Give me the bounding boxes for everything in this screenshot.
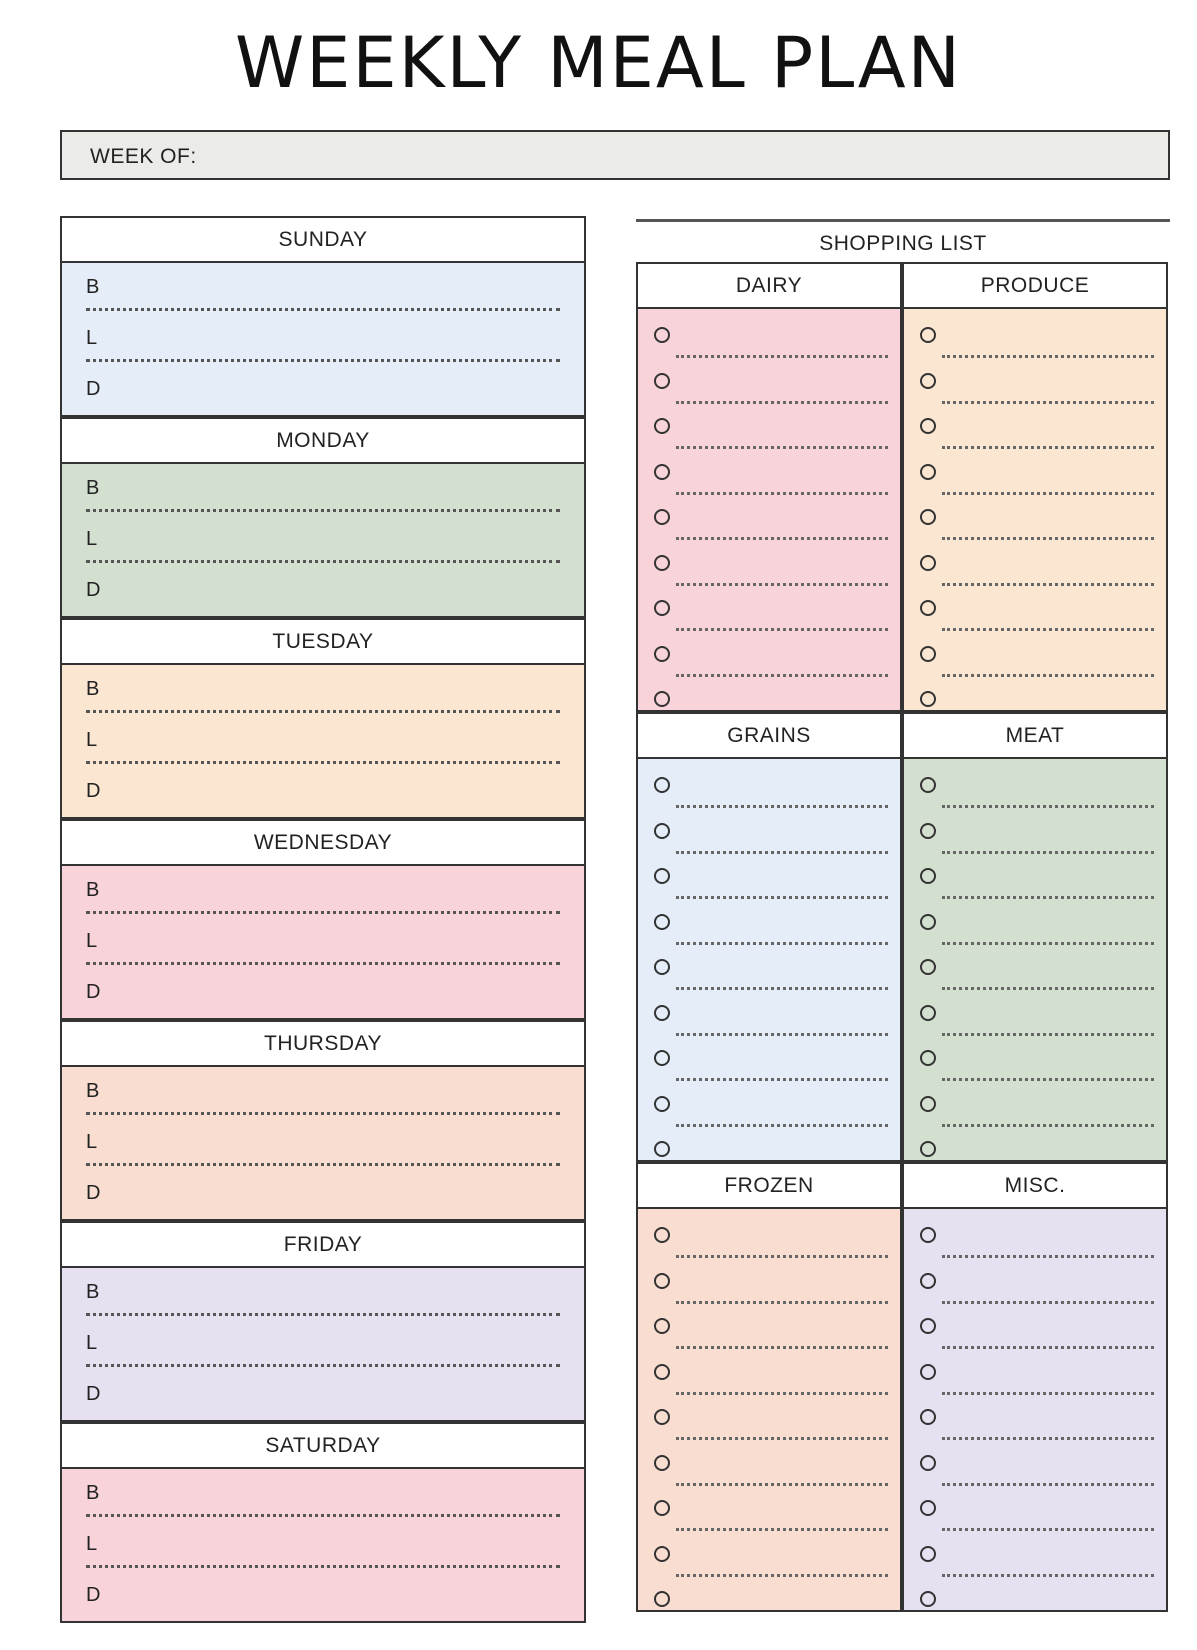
category-items	[902, 307, 1168, 712]
shopping-item	[920, 594, 1154, 640]
category-block	[902, 262, 1168, 712]
shopping-item	[654, 1540, 888, 1586]
checkbox-circle-icon[interactable]	[654, 1318, 670, 1334]
dotted-write-line[interactable]	[942, 446, 1154, 449]
day-block	[60, 1422, 586, 1623]
lunch-label: L	[86, 729, 98, 751]
dotted-write-line[interactable]	[676, 401, 888, 404]
shopping-item	[920, 549, 1154, 595]
dotted-write-line[interactable]	[942, 1033, 1154, 1036]
dotted-write-line[interactable]	[942, 896, 1154, 899]
dinner-label: D	[86, 780, 101, 802]
checkbox-circle-icon[interactable]	[920, 1096, 936, 1112]
dotted-write-line[interactable]	[942, 851, 1154, 854]
page-title: WEEKLY MEAL PLAN	[234, 22, 963, 104]
dinner-label: D	[86, 579, 101, 601]
checkbox-circle-icon[interactable]	[654, 959, 670, 975]
week-of-field[interactable]	[60, 130, 1170, 180]
category-items	[636, 757, 902, 1162]
checkbox-circle-icon[interactable]	[654, 914, 670, 930]
dotted-write-line[interactable]	[676, 1528, 888, 1531]
checkbox-circle-icon[interactable]	[654, 1500, 670, 1516]
category-items	[902, 757, 1168, 1162]
breakfast-label: B	[86, 477, 100, 499]
dotted-write-line[interactable]	[676, 628, 888, 631]
checkbox-circle-icon[interactable]	[654, 691, 670, 707]
dotted-write-line[interactable]	[942, 628, 1154, 631]
shopping-item	[654, 999, 888, 1045]
dotted-write-line[interactable]	[676, 942, 888, 945]
shopping-item	[654, 1044, 888, 1090]
category-header: PRODUCE	[902, 262, 1168, 307]
checkbox-circle-icon[interactable]	[920, 509, 936, 525]
checkbox-circle-icon[interactable]	[654, 600, 670, 616]
shopping-item	[654, 1449, 888, 1495]
dotted-write-line[interactable]	[942, 583, 1154, 586]
dotted-write-line[interactable]	[676, 583, 888, 586]
dotted-write-line[interactable]	[676, 446, 888, 449]
dotted-write-line[interactable]	[942, 1574, 1154, 1577]
shopping-item	[654, 1403, 888, 1449]
shopping-item	[654, 412, 888, 458]
dotted-write-line[interactable]	[86, 1163, 560, 1166]
shopping-item	[654, 503, 888, 549]
checkbox-circle-icon[interactable]	[920, 600, 936, 616]
day-block	[60, 1221, 586, 1422]
dotted-write-line[interactable]	[86, 911, 560, 914]
category-block	[902, 712, 1168, 1162]
checkbox-circle-icon[interactable]	[920, 1141, 936, 1157]
shopping-item	[920, 1403, 1154, 1449]
checkbox-circle-icon[interactable]	[920, 1318, 936, 1334]
breakfast-label: B	[86, 678, 100, 700]
shopping-item	[920, 1494, 1154, 1540]
dotted-write-line[interactable]	[676, 1078, 888, 1081]
shopping-item	[920, 953, 1154, 999]
shopping-list-rule	[636, 219, 1170, 222]
lunch-label: L	[86, 930, 98, 952]
checkbox-circle-icon[interactable]	[920, 464, 936, 480]
lunch-label: L	[86, 528, 98, 550]
dotted-write-line[interactable]	[86, 1514, 560, 1517]
dotted-write-line[interactable]	[942, 987, 1154, 990]
week-of-label: WEEK OF:	[90, 145, 197, 168]
day-block	[60, 417, 586, 618]
dotted-write-line[interactable]	[676, 1574, 888, 1577]
dinner-label: D	[86, 1182, 101, 1204]
checkbox-circle-icon[interactable]	[654, 464, 670, 480]
shopping-item	[920, 1044, 1154, 1090]
shopping-item	[654, 594, 888, 640]
day-block	[60, 819, 586, 1020]
category-header: GRAINS	[636, 712, 902, 757]
checkbox-circle-icon[interactable]	[920, 327, 936, 343]
checkbox-circle-icon[interactable]	[654, 1227, 670, 1243]
day-header: TUESDAY	[60, 618, 586, 663]
dotted-write-line[interactable]	[942, 1124, 1154, 1127]
day-header: MONDAY	[60, 417, 586, 462]
checkbox-circle-icon[interactable]	[920, 868, 936, 884]
shopping-item	[920, 817, 1154, 863]
breakfast-label: B	[86, 1281, 100, 1303]
dotted-write-line[interactable]	[942, 401, 1154, 404]
breakfast-label: B	[86, 1080, 100, 1102]
shopping-item	[654, 640, 888, 686]
dotted-write-line[interactable]	[676, 537, 888, 540]
checkbox-circle-icon[interactable]	[654, 823, 670, 839]
dotted-write-line[interactable]	[86, 1112, 560, 1115]
checkbox-circle-icon[interactable]	[654, 1273, 670, 1289]
dotted-write-line[interactable]	[942, 1301, 1154, 1304]
checkbox-circle-icon[interactable]	[654, 868, 670, 884]
day-meal-area[interactable]	[60, 1467, 586, 1623]
dotted-write-line[interactable]	[86, 509, 560, 512]
checkbox-circle-icon[interactable]	[920, 1546, 936, 1562]
checkbox-circle-icon[interactable]	[920, 823, 936, 839]
shopping-item	[654, 862, 888, 908]
category-items	[636, 1207, 902, 1612]
shopping-item	[654, 953, 888, 999]
checkbox-circle-icon[interactable]	[654, 1455, 670, 1471]
checkbox-circle-icon[interactable]	[654, 646, 670, 662]
shopping-item	[654, 817, 888, 863]
shopping-item	[654, 1585, 888, 1631]
dotted-write-line[interactable]	[676, 1483, 888, 1486]
day-meal-area[interactable]	[60, 663, 586, 819]
lunch-label: L	[86, 1332, 98, 1354]
breakfast-label: B	[86, 276, 100, 298]
dotted-write-line[interactable]	[86, 560, 560, 563]
dinner-label: D	[86, 1383, 101, 1405]
day-header: SATURDAY	[60, 1422, 586, 1467]
category-block	[636, 712, 902, 1162]
dotted-write-line[interactable]	[676, 1255, 888, 1258]
checkbox-circle-icon[interactable]	[654, 1546, 670, 1562]
checkbox-circle-icon[interactable]	[654, 1096, 670, 1112]
dinner-label: D	[86, 981, 101, 1003]
dotted-write-line[interactable]	[676, 1301, 888, 1304]
category-header: FROZEN	[636, 1162, 902, 1207]
shopping-item	[654, 1358, 888, 1404]
checkbox-circle-icon[interactable]	[920, 555, 936, 571]
checkbox-circle-icon[interactable]	[920, 1409, 936, 1425]
dotted-write-line[interactable]	[86, 308, 560, 311]
breakfast-label: B	[86, 879, 100, 901]
checkbox-circle-icon[interactable]	[920, 1050, 936, 1066]
day-meal-area[interactable]	[60, 864, 586, 1020]
shopping-item	[920, 458, 1154, 504]
day-block	[60, 1020, 586, 1221]
day-block	[60, 216, 586, 417]
shopping-item	[654, 458, 888, 504]
dotted-write-line[interactable]	[942, 1255, 1154, 1258]
dotted-write-line[interactable]	[942, 1528, 1154, 1531]
day-header: THURSDAY	[60, 1020, 586, 1065]
category-block	[636, 262, 902, 712]
checkbox-circle-icon[interactable]	[920, 1500, 936, 1516]
lunch-label: L	[86, 327, 98, 349]
dotted-write-line[interactable]	[942, 1437, 1154, 1440]
day-meal-area[interactable]	[60, 1065, 586, 1221]
checkbox-circle-icon[interactable]	[654, 777, 670, 793]
dotted-write-line[interactable]	[86, 1565, 560, 1568]
shopping-item	[920, 1540, 1154, 1586]
checkbox-circle-icon[interactable]	[920, 959, 936, 975]
dotted-write-line[interactable]	[676, 1124, 888, 1127]
shopping-item	[920, 412, 1154, 458]
checkbox-circle-icon[interactable]	[654, 1591, 670, 1607]
dotted-write-line[interactable]	[86, 1364, 560, 1367]
lunch-label: L	[86, 1533, 98, 1555]
dotted-write-line[interactable]	[942, 355, 1154, 358]
shopping-item	[920, 1449, 1154, 1495]
dotted-write-line[interactable]	[676, 674, 888, 677]
shopping-item	[654, 549, 888, 595]
checkbox-circle-icon[interactable]	[920, 914, 936, 930]
day-block	[60, 618, 586, 819]
dotted-write-line[interactable]	[942, 1392, 1154, 1395]
day-meal-area[interactable]	[60, 462, 586, 618]
shopping-item	[920, 908, 1154, 954]
dotted-write-line[interactable]	[942, 674, 1154, 677]
checkbox-circle-icon[interactable]	[654, 1409, 670, 1425]
dotted-write-line[interactable]	[676, 851, 888, 854]
dotted-write-line[interactable]	[676, 492, 888, 495]
checkbox-circle-icon[interactable]	[654, 1364, 670, 1380]
shopping-list-title: SHOPPING LIST	[819, 232, 987, 255]
shopping-item	[920, 367, 1154, 413]
dotted-write-line[interactable]	[676, 896, 888, 899]
shopping-item	[920, 1221, 1154, 1267]
dotted-write-line[interactable]	[676, 355, 888, 358]
dotted-write-line[interactable]	[942, 1078, 1154, 1081]
shopping-item	[654, 367, 888, 413]
shopping-item	[654, 1090, 888, 1136]
checkbox-circle-icon[interactable]	[920, 373, 936, 389]
dotted-write-line[interactable]	[86, 761, 560, 764]
breakfast-label: B	[86, 1482, 100, 1504]
category-block	[902, 1162, 1168, 1612]
category-items	[636, 307, 902, 712]
dotted-write-line[interactable]	[676, 1437, 888, 1440]
shopping-item	[920, 999, 1154, 1045]
shopping-item	[654, 1267, 888, 1313]
dotted-write-line[interactable]	[86, 962, 560, 965]
dotted-write-line[interactable]	[942, 942, 1154, 945]
checkbox-circle-icon[interactable]	[654, 327, 670, 343]
category-items	[902, 1207, 1168, 1612]
daily-meal-grid	[60, 216, 586, 1623]
dotted-write-line[interactable]	[942, 1346, 1154, 1349]
checkbox-circle-icon[interactable]	[920, 777, 936, 793]
shopping-item	[920, 771, 1154, 817]
shopping-item	[920, 1312, 1154, 1358]
day-header: FRIDAY	[60, 1221, 586, 1266]
checkbox-circle-icon[interactable]	[654, 555, 670, 571]
day-meal-area[interactable]	[60, 261, 586, 417]
shopping-item	[920, 1267, 1154, 1313]
dinner-label: D	[86, 378, 101, 400]
shopping-item	[920, 503, 1154, 549]
dotted-write-line[interactable]	[676, 1392, 888, 1395]
dotted-write-line[interactable]	[86, 710, 560, 713]
day-header: WEDNESDAY	[60, 819, 586, 864]
shopping-item	[920, 862, 1154, 908]
dinner-label: D	[86, 1584, 101, 1606]
checkbox-circle-icon[interactable]	[920, 1364, 936, 1380]
dotted-write-line[interactable]	[86, 359, 560, 362]
checkbox-circle-icon[interactable]	[920, 1227, 936, 1243]
checkbox-circle-icon[interactable]	[920, 1455, 936, 1471]
checkbox-circle-icon[interactable]	[920, 646, 936, 662]
category-block	[636, 1162, 902, 1612]
shopping-item	[654, 908, 888, 954]
dotted-write-line[interactable]	[676, 1346, 888, 1349]
checkbox-circle-icon[interactable]	[920, 1005, 936, 1021]
dotted-write-line[interactable]	[942, 492, 1154, 495]
checkbox-circle-icon[interactable]	[920, 1273, 936, 1289]
lunch-label: L	[86, 1131, 98, 1153]
shopping-item	[920, 1090, 1154, 1136]
checkbox-circle-icon[interactable]	[920, 1591, 936, 1607]
dotted-write-line[interactable]	[676, 987, 888, 990]
category-header: MEAT	[902, 712, 1168, 757]
dotted-write-line[interactable]	[942, 1483, 1154, 1486]
dotted-write-line[interactable]	[676, 805, 888, 808]
checkbox-circle-icon[interactable]	[654, 1141, 670, 1157]
shopping-item	[654, 1494, 888, 1540]
checkbox-circle-icon[interactable]	[654, 418, 670, 434]
checkbox-circle-icon[interactable]	[920, 418, 936, 434]
shopping-item	[920, 1358, 1154, 1404]
shopping-item	[654, 771, 888, 817]
shopping-item	[654, 1221, 888, 1267]
checkbox-circle-icon[interactable]	[654, 1050, 670, 1066]
checkbox-circle-icon[interactable]	[654, 373, 670, 389]
dotted-write-line[interactable]	[942, 805, 1154, 808]
dotted-write-line[interactable]	[942, 537, 1154, 540]
shopping-item	[920, 321, 1154, 367]
checkbox-circle-icon[interactable]	[654, 509, 670, 525]
shopping-item	[654, 1312, 888, 1358]
shopping-item	[920, 1585, 1154, 1631]
day-meal-area[interactable]	[60, 1266, 586, 1422]
day-header: SUNDAY	[60, 216, 586, 261]
shopping-item	[920, 640, 1154, 686]
dotted-write-line[interactable]	[676, 1033, 888, 1036]
checkbox-circle-icon[interactable]	[654, 1005, 670, 1021]
dotted-write-line[interactable]	[86, 1313, 560, 1316]
category-header: MISC.	[902, 1162, 1168, 1207]
checkbox-circle-icon[interactable]	[920, 691, 936, 707]
category-header: DAIRY	[636, 262, 902, 307]
shopping-item	[654, 321, 888, 367]
